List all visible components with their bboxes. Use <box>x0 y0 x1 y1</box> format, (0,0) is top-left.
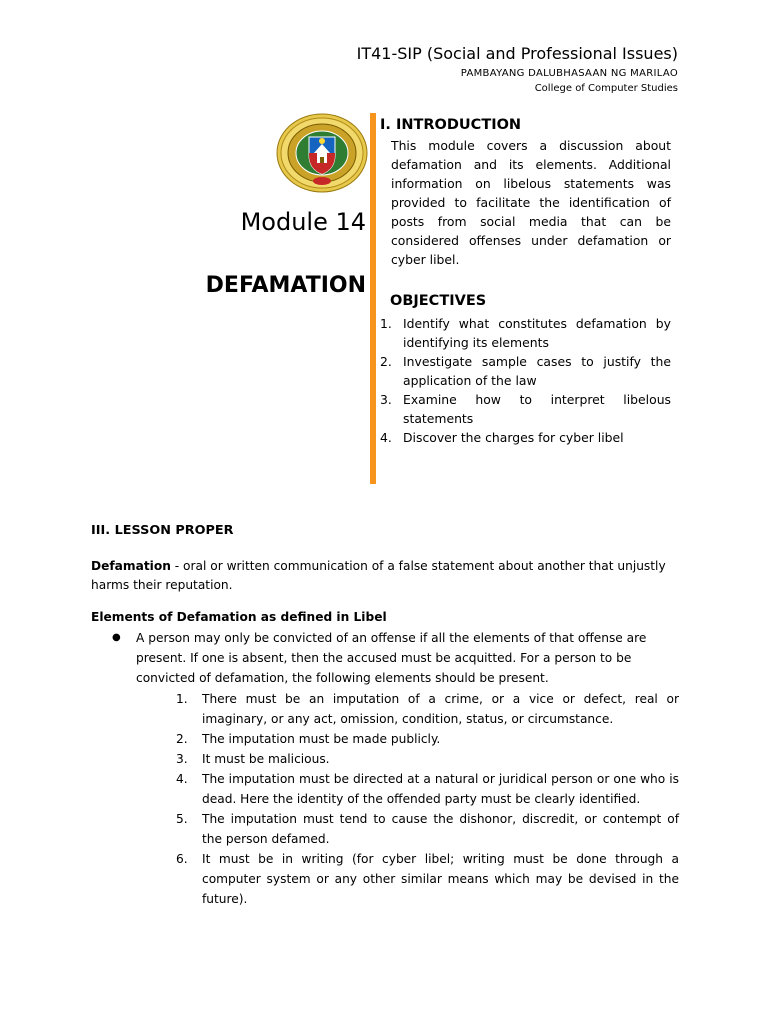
definition-text: - oral or written communication of a false statement about another that unjustly harms their reputation. <box>91 559 666 592</box>
bullet-text: A person may only be convicted of an offense if all the elements of that offense are present. If one is absent, then the accused must be acquitted. For a person to be convicted of defamation, the following elements should be present. <box>136 631 647 685</box>
objective-item: 1. Identify what constitutes defamation by identifying its elements <box>380 316 671 350</box>
objective-item: 4. Discover the charges for cyber libel <box>380 430 624 445</box>
college-name: College of Computer Studies <box>534 83 678 94</box>
defamation-definition <box>91 557 679 595</box>
objective-item: 3. Examine how to interpret libelous statements <box>380 392 671 426</box>
module-title: DEFAMATION <box>205 273 366 298</box>
college-seal-logo <box>276 113 368 193</box>
objectives-list <box>380 314 671 447</box>
introduction-body: This module covers a discussion about defamation and its elements. Additional information on libelous statements was provided to facilitate the identification of posts from social media that can be considered offenses under defamation or cyber libel. <box>391 138 671 267</box>
elements-heading: Elements of Defamation as defined in Libel <box>91 610 387 624</box>
objective-item: 2. Investigate sample cases to justify the application of the law <box>380 354 671 388</box>
element-item: 1. There must be an imputation of a crime, or a vice or defect, real or imaginary, or any act, omission, condition, status, or circumstance. <box>176 692 679 726</box>
university-name: PAMBAYANG DALUBHASAAN NG MARILAO <box>460 68 678 79</box>
elements-list <box>176 689 679 909</box>
definition-term: Defamation <box>91 559 171 573</box>
element-item: 6. It must be in writing (for cyber libel; writing must be done through a computer system or any other similar means which may be devised in the future). <box>176 852 679 906</box>
lesson-proper-heading: III. LESSON PROPER <box>91 523 234 538</box>
accent-bar <box>370 113 376 484</box>
bullet-dot-icon: ● <box>112 632 121 643</box>
course-title: IT41-SIP (Social and Professional Issues) <box>356 44 678 63</box>
element-item: 2. The imputation must be made publicly. <box>176 732 441 746</box>
objectives-heading: OBJECTIVES <box>390 293 487 309</box>
element-item: 5. The imputation must tend to cause the dishonor, discredit, or contempt of the person defamed. <box>176 812 679 846</box>
element-item: 4. The imputation must be directed at a natural or juridical person or one who is dead. Here the identity of the offended party must be clearly identified. <box>176 772 679 806</box>
element-item: 3. It must be malicious. <box>176 752 330 766</box>
module-number: Module 14 <box>240 208 366 236</box>
bullet-item <box>112 628 680 688</box>
introduction-heading: I. INTRODUCTION <box>380 117 522 133</box>
